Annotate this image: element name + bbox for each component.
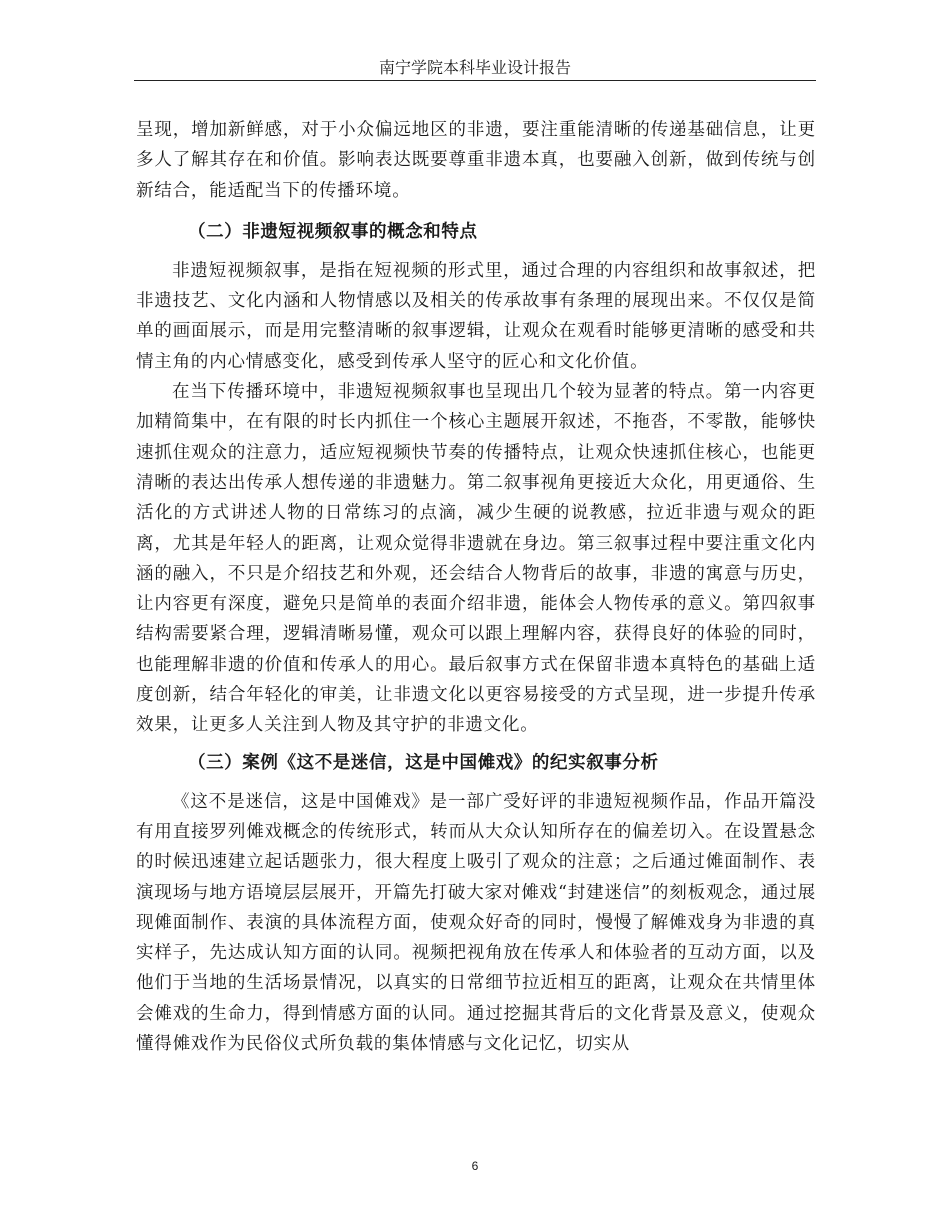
document-body [136, 115, 816, 1059]
page-header-title: 南宁学院本科毕业设计报告 [378, 58, 571, 77]
body-paragraph: 在当下传播环境中，非遗短视频叙事也呈现出几个较为显著的特点。第一内容更加精简集中，在有限的时长内抓住一个核心主题展开叙述，不拖沓，不零散，能够快速抓住观众的注意力，适应短视频快节奏的传播特点，让观众快速抓住核心，也能更清晰的表达出传承人想传递的非遗魅力。第二叙事视角更接近大众化，用更通俗、生活化的方式讲述人物的日常练习的点滴，减少生硬的说教感，拉近非遗与观众的距离，尤其是年轻人的距离，让观众觉得非遗就在身边。第三叙事过程中要注重文化内涵的融入，不只是介绍技艺和外观，还会结合人物背后的故事，非遗的寓意与历史，让内容更有深度，避免只是简单的表面介绍非遗，能体会人物传承的意义。第四叙事结构需要紧合理，逻辑清晰易懂，观众可以跟上理解内容，获得良好的体验的同时，也能理解非遗的价值和传承人的用心。最后叙事方式在保留非遗本真特色的基础上适度创新，结合年轻化的审美，让非遗文化以更容易接受的方式呈现，进一步提升传承效果，让更多人关注到人物及其守护的非遗文化。 [136, 382, 816, 736]
body-paragraph: 《这不是迷信，这是中国傩戏》是一部广受好评的非遗短视频作品，作品开篇没有用直接罗列傩戏概念的传统形式，转而从大众认知所存在的偏差切入。在设置悬念的时候迅速建立起话题张力，很大程度上吸引了观众的注意；之后通过傩面制作、表演现场与地方语境层层展开，开篇先打破大家对傩戏“封建迷信”的刻板观念，通过展现傩面制作、表演的具体流程方面，使观众好奇的同时，慢慢了解傩戏身为非遗的真实样子，先达成认知方面的认同。视频把视角放在传承人和体验者的互动方面，以及他们于当地的生活场景情况，以真实的日常细节拉近相互的距离，让观众在共情里体会傩戏的生命力，得到情感方面的认同。通过挖掘其背后的文化背景及意义，使观众懂得傩戏作为民俗仪式所负载的集体情感与文化记忆，切实从 [136, 791, 816, 1055]
page-number: 6 [471, 1159, 479, 1173]
body-paragraph: 非遗短视频叙事，是指在短视频的形式里，通过合理的内容组织和故事叙述，把非遗技艺、文化内涵和人物情感以及相关的传承故事有条理的展现出来。不仅仅是简单的画面展示，而是用完整清晰的叙事逻辑，让观众在观看时能够更清晰的感受和共情主角的内心情感变化，感受到传承人坚守的匠心和文化价值。 [136, 260, 816, 372]
section-heading: （二）非遗短视频叙事的概念和特点 [188, 221, 478, 242]
section-heading: （三）案例《这不是迷信，这是中国傩戏》的纪实叙事分析 [188, 752, 659, 773]
body-paragraph: 呈现，增加新鲜感，对于小众偏远地区的非遗，要注重能清晰的传递基础信息，让更多人了解其存在和价值。影响表达既要尊重非遗本真，也要融入创新，做到传统与创新结合，能适配当下的传播环境。 [136, 120, 816, 201]
header-divider [134, 80, 816, 81]
